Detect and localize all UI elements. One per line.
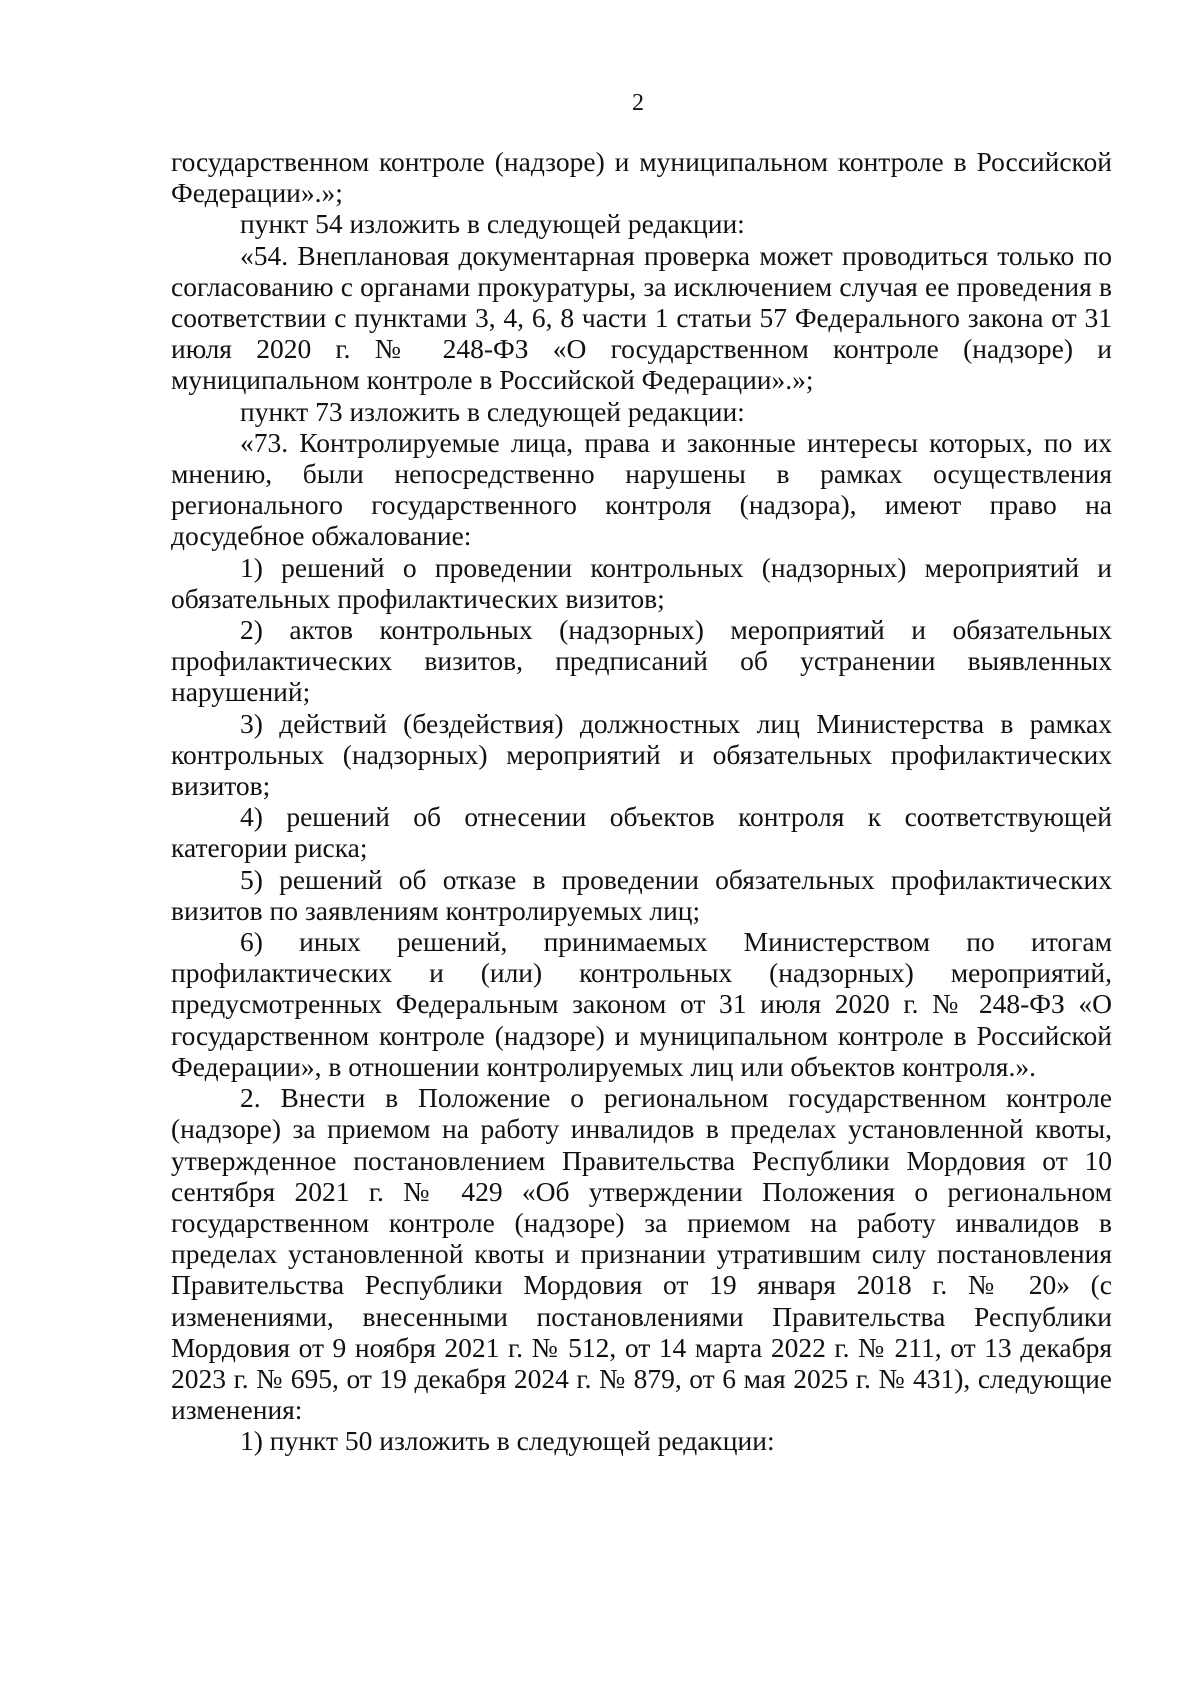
list-item-1: 1) решений о проведении контрольных (надзорных) мероприятий и обязательных профилактических визитов; xyxy=(171,551,1112,614)
paragraph-item-73-intro: пункт 73 изложить в следующей редакции: xyxy=(240,395,745,427)
paragraph-item-73-text: «73. Контролируемые лица, права и законные интересы которых, по их мнению, были непосредственно нарушены в рамках осуществления регионального государственного контроля (надзора), имеют право на досудебное обжалование: xyxy=(171,426,1112,552)
paragraph-item-54-intro: пункт 54 изложить в следующей редакции: xyxy=(240,208,745,240)
document-body xyxy=(171,146,1112,1457)
paragraph-section-2: 2. Внести в Положение о региональном государственном контроле (надзоре) за приемом на работу инвалидов в пределах установленной квоты, утвержденное постановлением Правительства Республики Мордовия от 10 сентября 2021 г. № 429 «Об утверждении Положения о региональном государственном контроле (надзоре) за приемом на работу инвалидов в пределах установленной квоты и признании утратившим силу постановления Правительства Республики Мордовия от 19 января 2018 г. № 20» (с изменениями, внесенными постановлениями Правительства Республики Мордовия от 9 ноября 2021 г. № 512, от 14 марта 2022 г. № 211, от 13 декабря 2023 г. № 695, от 19 декабря 2024 г. № 879, от 6 мая 2025 г. № 431), следующие изменения: xyxy=(171,1082,1112,1426)
list-item-2: 2) актов контрольных (надзорных) мероприятий и обязательных профилактических визитов, предписаний об устранении выявленных нарушений; xyxy=(171,614,1112,708)
paragraph-continuation: государственном контроле (надзоре) и муниципальном контроле в Российской Федерации».»; xyxy=(171,146,1112,209)
paragraph-item-54-text: «54. Внеплановая документарная проверка может проводиться только по согласованию с органами прокуратуры, за исключением случая ее проведения в соответствии с пунктами 3, 4, 6, 8 части 1 статьи 57 Федерального закона от 31 июля 2020 г. № 248-ФЗ «О государственном контроле (надзоре) и муниципальном контроле в Российской Федерации».»; xyxy=(171,239,1112,396)
list-item-5: 5) решений об отказе в проведении обязательных профилактических визитов по заявлениям контролируемых лиц; xyxy=(171,863,1112,926)
list-item-6: 6) иных решений, принимаемых Министерством по итогам профилактических и (или) контрольных (надзорных) мероприятий, предусмотренных Федеральным законом от 31 июля 2020 г. № 248-ФЗ «О государственном контроле (надзоре) и муниципальном контроле в Российской Федерации», в отношении контролируемых лиц или объектов контроля.». xyxy=(171,926,1112,1082)
paragraph-item-50-intro: 1) пункт 50 изложить в следующей редакции: xyxy=(240,1425,775,1457)
list-item-4: 4) решений об отнесении объектов контроля к соответствующей категории риска; xyxy=(171,801,1112,864)
page-number: 2 xyxy=(632,90,644,116)
list-item-3: 3) действий (бездействия) должностных лиц Министерства в рамках контрольных (надзорных) мероприятий и обязательных профилактических визитов; xyxy=(171,707,1112,802)
